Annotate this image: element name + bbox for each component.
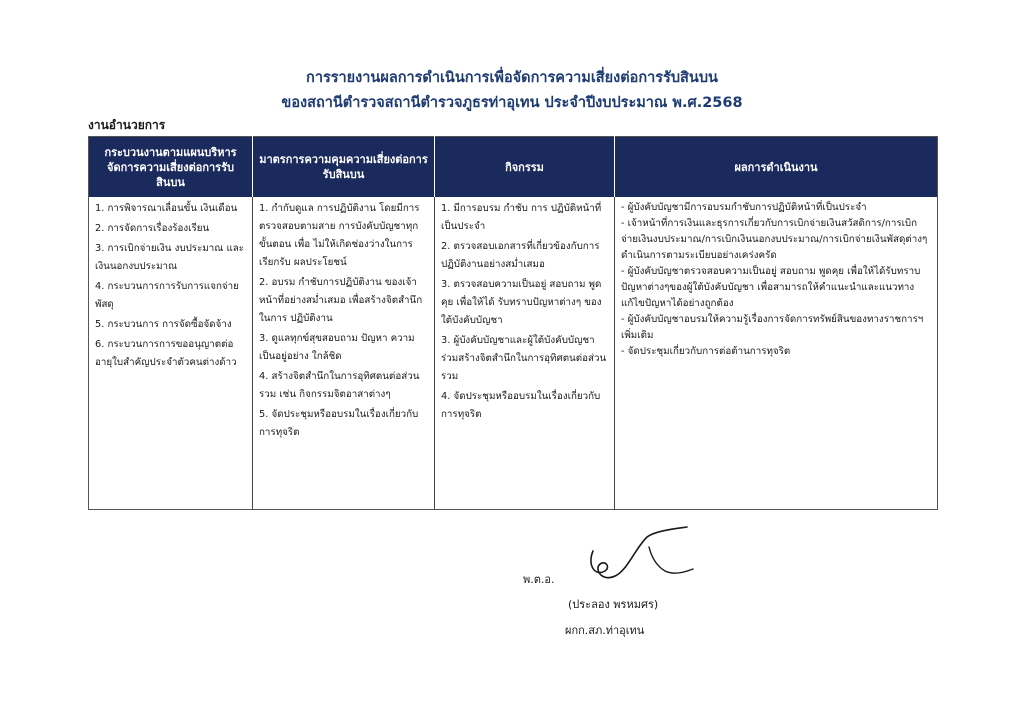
result-item: - ผู้บังคับบัญชามีการอบรมกำชับการปฏิบัติหน้าที่เป็นประจำ	[621, 202, 867, 213]
signature-icon	[565, 525, 715, 589]
process-item: 4. กระบวนการการรับการแจกจ่ายพัสดุ	[95, 281, 239, 310]
measures-cell	[253, 197, 435, 510]
header-results: ผลการดำเนินงาน	[615, 137, 938, 198]
process-item: 2. การจัดการเรื่องร้องเรียน	[95, 223, 210, 234]
signature-rank-label: พ.ต.อ.	[523, 573, 555, 586]
signature-block	[520, 525, 820, 645]
result-item: - จัดประชุมเกี่ยวกับการต่อต้านการทุจริต	[621, 346, 791, 357]
results-cell	[615, 197, 938, 510]
result-item: - ผู้บังคับบัญชาอบรมให้ความรู้เรื่องการจัดการทรัพย์สินของทางราชการฯเพิ่มเติม	[621, 314, 924, 341]
process-item: 1. การพิจารณาเลื่อนขั้น เงินเดือน	[95, 203, 238, 214]
process-item: 5. กระบวนการ การจัดซื้อจัดจ้าง	[95, 319, 232, 330]
report-table	[88, 136, 938, 510]
activity-item: 2. ตรวจสอบเอกสารที่เกี่ยวข้องกับการปฏิบัติงานอย่างสม่ำเสมอ	[441, 241, 600, 270]
header-process: กระบวนงานตามแผนบริหารจัดการความเสี่ยงต่อการรับสินบน	[89, 137, 253, 198]
activity-item: 3. ตรวจสอบความเป็นอยู่ สอบถาม พูดคุย เพื่อให้ได้ รับทราบปัญหาต่างๆ ของใต้บังคับบัญชา	[441, 279, 602, 326]
activity-item: 1. มีการอบรม กำชับ การ ปฏิบัติหน้าที่เป็นประจำ	[441, 203, 602, 232]
process-cell	[89, 197, 253, 510]
header-activities: กิจกรรม	[435, 137, 615, 198]
measure-item: 4. สร้างจิตสำนึกในการอุทิศตนต่อส่วนรวม เช่น กิจกรรมจิตอาสาต่างๆ	[259, 371, 420, 400]
activities-cell	[435, 197, 615, 510]
table-row	[89, 197, 938, 510]
process-item: 3. การเบิกจ่ายเงิน งบประมาณ และเงินนอกงบประมาณ	[95, 243, 245, 272]
report-title-line-2: ของสถานีตำรวจสถานีตำรวจภูธรท่าอุเทน ประจำปีงบประมาณ พ.ศ.2568	[281, 95, 743, 111]
measure-item: 1. กำกับดูแล การปฏิบัติงาน โดยมีการตรวจสอบตามสาย การบังคับบัญชาทุกขั้นตอน เพื่อ ไม่ให้เกิดช่องว่างในการ เรียกรับ ผลประโยชน์	[259, 203, 420, 268]
measure-item: 3. ดูแลทุกข์สุขสอบถาม ปัญหา ความเป็นอยู่อย่าง ใกล้ชิด	[259, 333, 415, 362]
report-title-line-1: การรายงานผลการดำเนินการเพื่อจัดการความเสี่ยงต่อการรับสินบน	[306, 70, 718, 86]
measure-item: 2. อบรม กำชับการปฏิบัติงาน ของเจ้าหน้าที่อย่างสม่ำเสมอ เพื่อสร้างจิตสำนึกในการ ปฏิบัติงาน	[259, 277, 423, 324]
header-control-measures: มาตรการความคุมความเสี่ยงต่อการรับสินบน	[253, 137, 435, 198]
activity-item: 4. จัดประชุมหรืออบรมในเรื่องเกี่ยวกับการทุจริต	[441, 391, 601, 420]
process-item: 6. กระบวนการการขออนุญาตต่ออายุใบสำคัญประจำตัวคนต่างด้าว	[95, 339, 237, 368]
activity-item: 3. ผู้บังคับบัญชาและผู้ใต้บังคับบัญชาร่วมสร้างจิตสำนึกในการอุทิศตนต่อส่วนรวม	[441, 335, 607, 382]
result-item: - ผู้บังคับบัญชาตรวจสอบความเป็นอยู่ สอบถาม พูดคุย เพื่อให้ได้รับทราบปัญหาต่างๆของผู้ใต้บังคับบัญชา เพื่อสามารถให้คำแนะนำและแนวทางแก้ไขปัญหาได้อย่างถูกต้อง	[621, 266, 921, 309]
measure-item: 5. จัดประชุมหรืออบรมในเรื่องเกี่ยวกับการทุจริต	[259, 409, 419, 438]
table-header-row	[89, 137, 938, 198]
section-label: งานอำนวยการ	[88, 118, 166, 132]
signature-name: (ประลอง พรหมศร)	[568, 598, 659, 611]
signature-position: ผกก.สภ.ท่าอุเทน	[565, 624, 645, 637]
result-item: - เจ้าหน้าที่การเงินและธุรการเกี่ยวกับการเบิกจ่ายเงินสวัสดิการ/การเบิกจ่ายเงินงบประมาณ/การเบิกเงินนอกงบประมาณ/การเบิกจ่ายเงินพัสดุต่างๆ ดำเนินการตามระเบียบอย่างเคร่งครัด	[621, 218, 928, 261]
